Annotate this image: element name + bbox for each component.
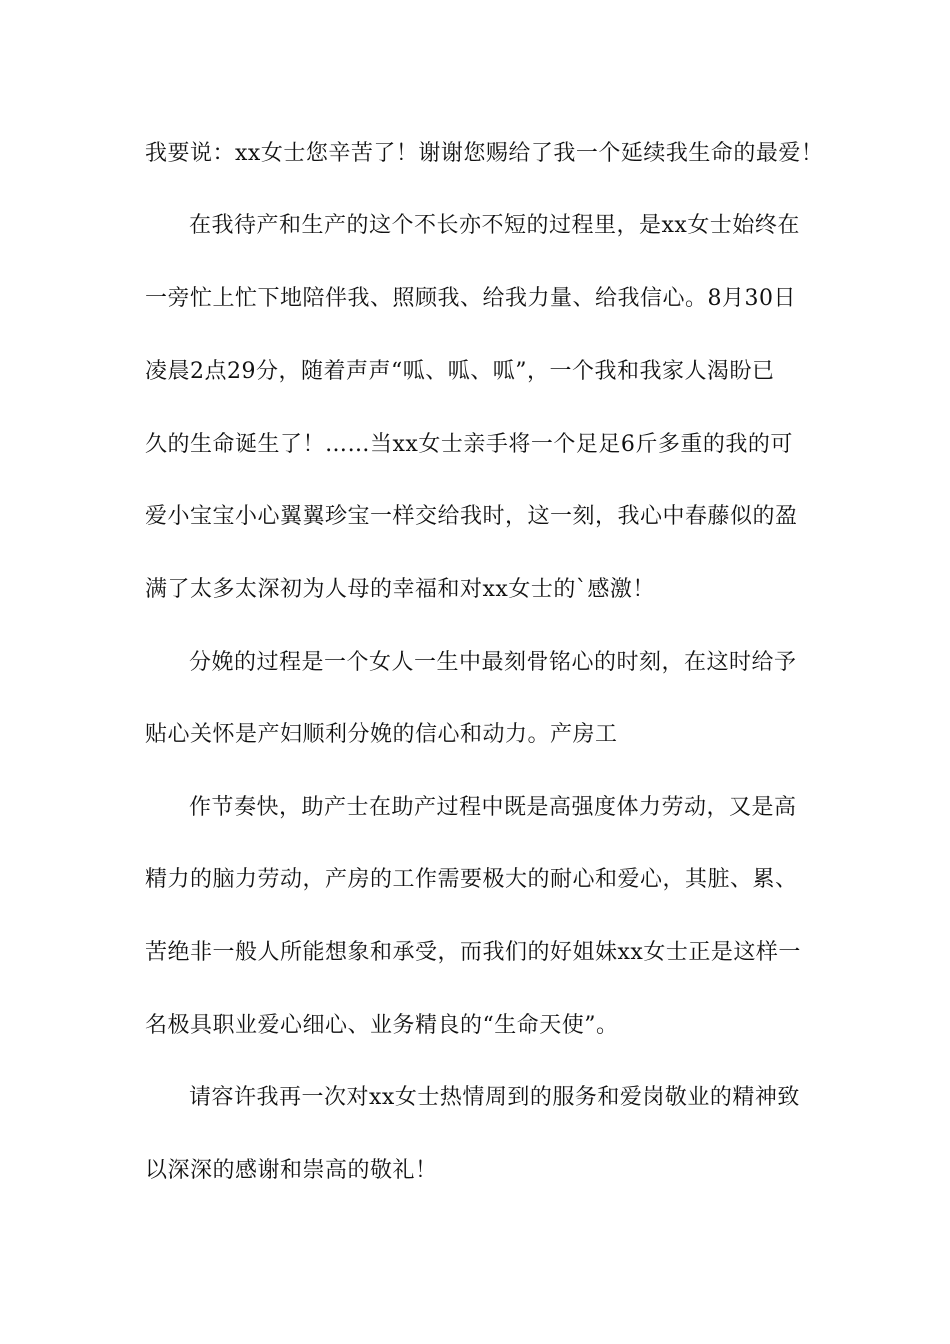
text-line: 贴心关怀是产妇顺利分娩的信心和动力。产房工 [145,722,618,747]
text-line: 名极具职业爱心细心、业务精良的“生命天使”。 [145,1013,619,1038]
text-line: 以深深的感谢和崇高的敬礼！ [145,1158,438,1183]
paragraph-start-line: 分娩的过程是一个女人一生中最刻骨铭心的时刻，在这时给予 [189,650,797,675]
text-line: 我要说：xx女士您辛苦了！谢谢您赐给了我一个延续我生命的最爱！ [145,141,824,166]
text-line: 爱小宝宝小心翼翼珍宝一样交给我时，这一刻，我心中春藤似的盈 [145,504,798,529]
paragraph-start-line: 在我待产和生产的这个不长亦不短的过程里，是xx女士始终在 [189,213,800,238]
text-line: 一旁忙上忙下地陪伴我、照顾我、给我力量、给我信心。8月30日 [145,286,796,311]
paragraph-start-line: 作节奏快，助产士在助产过程中既是高强度体力劳动，又是高 [189,795,797,820]
text-line: 满了太多太深初为人母的幸福和对xx女士的`感激！ [145,577,655,602]
text-line: 凌晨2点29分，随着声声“呱、呱、呱”，一个我和我家人渴盼已 [145,359,775,384]
text-line: 精力的脑力劳动，产房的工作需要极大的耐心和爱心，其脏、累、 [145,867,798,892]
text-line: 苦绝非一般人所能想象和承受，而我们的好姐妹xx女士正是这样一 [145,940,801,965]
paragraph-start-line: 请容许我再一次对xx女士热情周到的服务和爱岗敬业的精神致 [189,1085,800,1110]
text-line: 久的生命诞生了！……当xx女士亲手将一个足足6斤多重的我的可 [145,432,793,457]
